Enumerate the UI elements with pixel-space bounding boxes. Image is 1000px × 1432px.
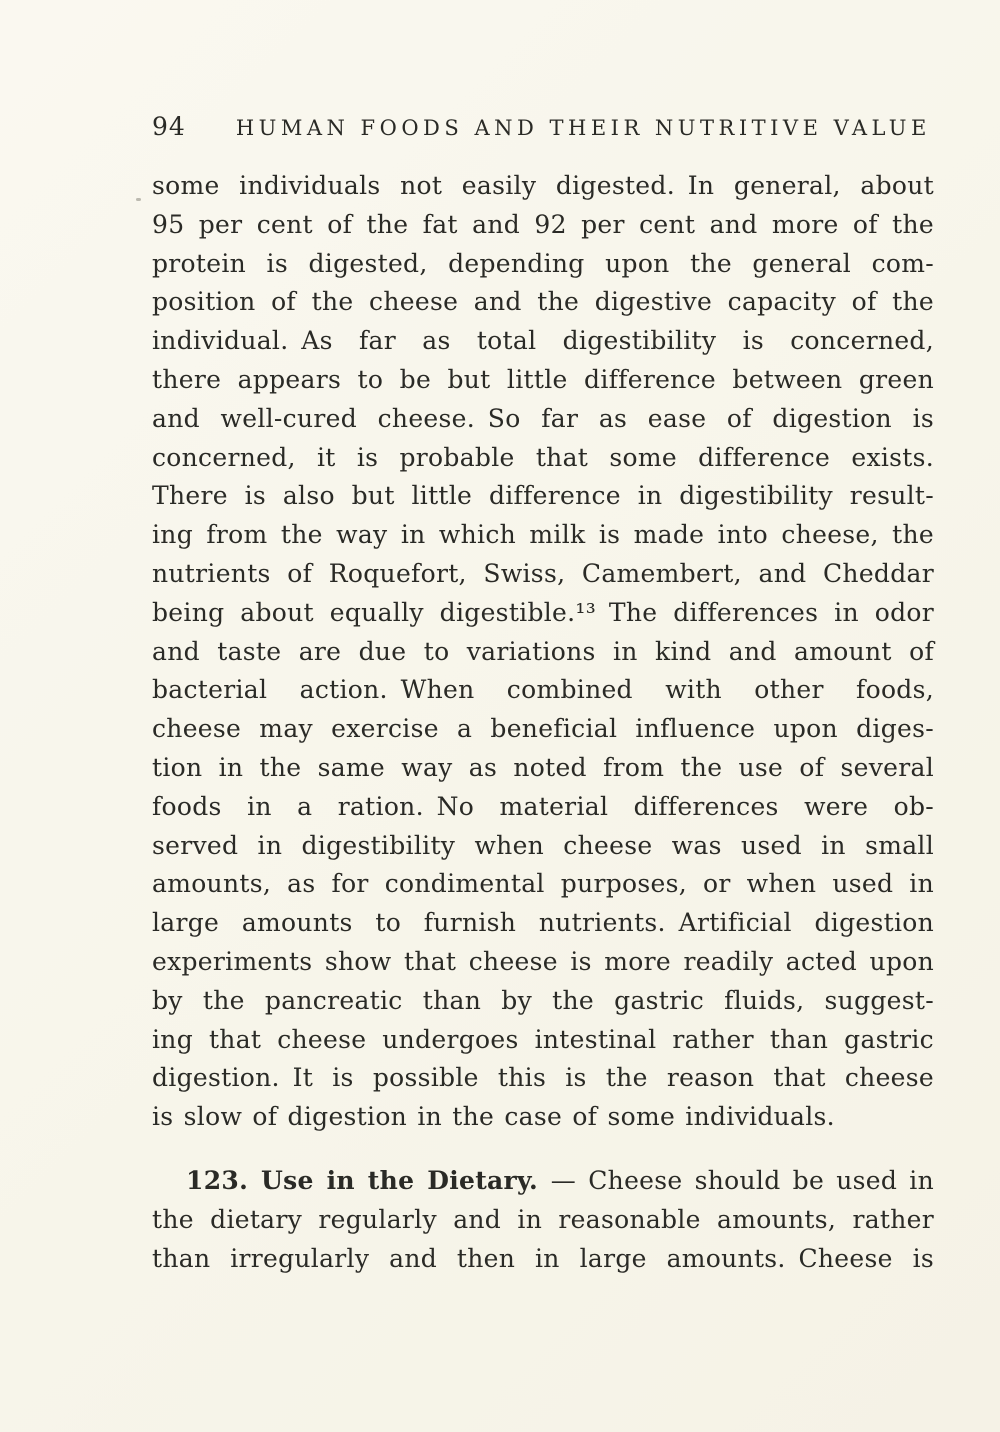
- text-line: bacterial action. When combined with other foods,: [152, 675, 934, 705]
- text-line: position of the cheese and the digestive capacity of the: [152, 287, 934, 317]
- text-line: there appears to be but little difference between green: [152, 364, 934, 394]
- text-line: 95 per cent of the fat and 92 per cent and more of the: [152, 209, 934, 239]
- text-line: foods in a ration. No material differences were ob-: [152, 791, 934, 821]
- text-line: digestion. It is possible this is the reason that cheese: [152, 1063, 934, 1093]
- text-line: the dietary regularly and in reasonable amounts, rather: [152, 1204, 934, 1234]
- text-line: nutrients of Roquefort, Swiss, Camembert, and Cheddar: [152, 558, 934, 588]
- text-line: ing from the way in which milk is made into cheese, the: [152, 520, 934, 550]
- text-line: tion in the same way as noted from the use of several: [152, 752, 934, 782]
- text-line: There is also but little difference in digestibility result-: [152, 481, 934, 511]
- section-first-line: [152, 1162, 934, 1201]
- paragraph-continuation: [152, 167, 934, 1137]
- text-line: by the pancreatic than by the gastric fluids, suggest-: [152, 985, 934, 1015]
- text-line: ing that cheese undergoes intestinal rather than gastric: [152, 1024, 934, 1054]
- text-line: some individuals not easily digested. In general, about: [152, 171, 934, 200]
- page-number: 94: [152, 112, 186, 141]
- text-line: large amounts to furnish nutrients. Artificial digestion: [152, 908, 934, 938]
- section-heading: 123. Use in the Dietary.: [186, 1165, 538, 1195]
- scan-artifact-mark: [136, 198, 141, 201]
- section-123-use-in-the-dietary: [152, 1162, 934, 1278]
- running-title: HUMAN FOODS AND THEIR NUTRITIVE VALUE: [235, 116, 931, 140]
- page-header: [152, 112, 934, 141]
- text-line: cheese may exercise a beneficial influence upon diges-: [152, 714, 934, 744]
- text-line: concerned, it is probable that some difference exists.: [152, 442, 934, 472]
- text-line: and taste are due to variations in kind and amount of: [152, 636, 934, 666]
- text-line-with-footnote-ref: being about equally digestible.¹³ The differences in odor: [152, 597, 934, 627]
- body-text: [152, 167, 934, 1278]
- text-line: and well-cured cheese. So far as ease of digestion is: [152, 403, 934, 433]
- text-line: amounts, as for condimental purposes, or when used in: [152, 869, 934, 899]
- text-line: served in digestibility when cheese was used in small: [152, 830, 934, 860]
- text-line: than irregularly and then in large amounts. Cheese is: [152, 1243, 934, 1273]
- section-heading-continuation: — Cheese should be used in: [537, 1165, 934, 1195]
- text-line: is slow of digestion in the case of some individuals.: [152, 1102, 835, 1132]
- text-line: individual. As far as total digestibility is concerned,: [152, 326, 934, 356]
- text-line: protein is digested, depending upon the general com-: [152, 248, 934, 278]
- text-line: experiments show that cheese is more readily acted upon: [152, 946, 934, 976]
